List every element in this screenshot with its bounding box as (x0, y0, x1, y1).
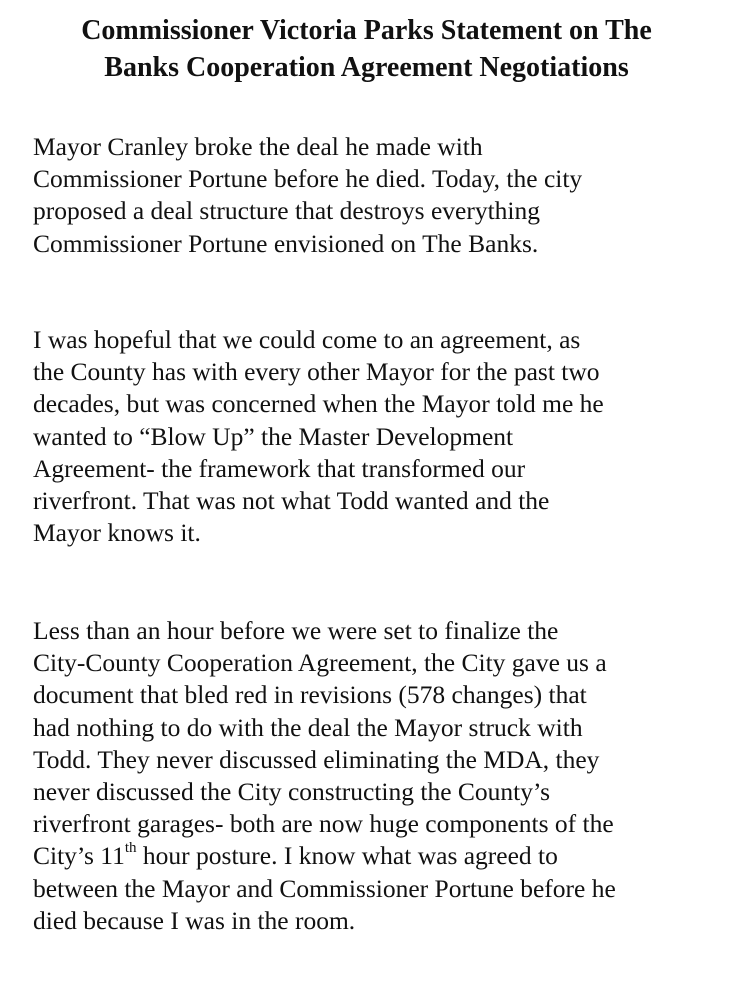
paragraph-1-line: proposed a deal structure that destroys everything (33, 196, 541, 226)
paragraph-3-line: City-County Cooperation Agreement, the City gave us a (33, 648, 607, 678)
paragraph-3-line: had nothing to do with the deal the Mayor struck with (33, 712, 583, 742)
paragraph-2-line: decades, but was concerned when the Mayor told me he (33, 389, 604, 419)
statement-title (0, 12, 733, 86)
ordinal-superscript: th (124, 839, 137, 856)
paragraph-1-line: Commissioner Portune before he died. Today, the city (33, 164, 583, 194)
paragraph-3-line: died because I was in the room. (33, 905, 356, 935)
title-line-1: Commissioner Victoria Parks Statement on The (81, 15, 652, 46)
paragraph-2-line: wanted to “Blow Up” the Master Development (33, 421, 514, 451)
paragraph-3-line: document that bled red in revisions (578 changes) that (33, 680, 587, 710)
paragraph-2-line: Mayor knows it. (33, 518, 201, 548)
paragraph-3-line: between the Mayor and Commissioner Portune before he (33, 873, 616, 903)
paragraph-2 (33, 324, 728, 549)
paragraph-1-line: Commissioner Portune envisioned on The Banks. (33, 228, 539, 258)
paragraph-1 (33, 131, 728, 260)
paragraph-1-line: Mayor Cranley broke the deal he made with (33, 132, 483, 161)
paragraph-2-line: Agreement- the framework that transformed our (33, 453, 526, 483)
paragraph-3-line: never discussed the City constructing the County’s (33, 777, 551, 807)
paragraph-2-line: I was hopeful that we could come to an agreement, as (33, 325, 581, 354)
paragraph-2-line: riverfront. That was not what Todd wanted and the (33, 486, 550, 516)
paragraph-3-line-superscript (33, 840, 728, 872)
paragraph-3-line: Less than an hour before we were set to finalize the (33, 616, 559, 645)
paragraph-3 (33, 615, 728, 937)
line-text-after: hour posture. I know what was agreed to (136, 841, 558, 871)
paragraph-3-line: Todd. They never discussed eliminating the MDA, they (33, 744, 600, 774)
title-line-2: Banks Cooperation Agreement Negotiations (104, 52, 629, 83)
line-text-before: City’s 11 (33, 841, 125, 871)
paragraph-2-line: the County has with every other Mayor for the past two (33, 357, 600, 387)
paragraph-3-line: riverfront garages- both are now huge components of the (33, 809, 614, 839)
